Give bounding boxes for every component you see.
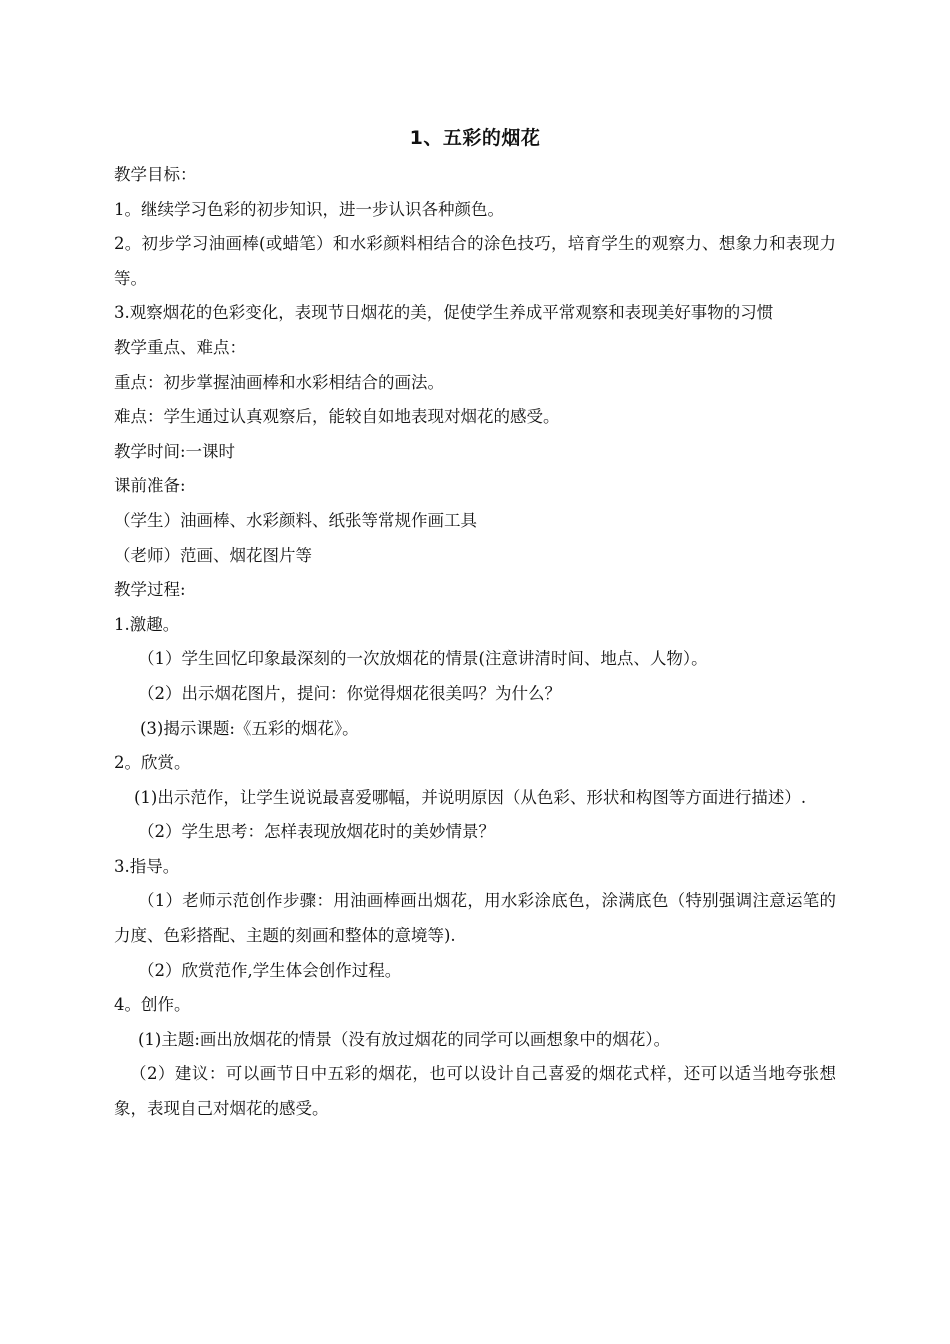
preparation-students: （学生）油画棒、水彩颜料、纸张等常规作画工具 xyxy=(114,510,477,530)
step-1-heading: 1.激趣。 xyxy=(114,614,180,634)
step-4-item-2: （2）建议：可以画节日中五彩的烟花，也可以设计自己喜爱的烟花式样，还可以适当地夸张想象，表现自己对烟花的感受。 xyxy=(114,1064,836,1119)
key-point: 重点：初步掌握油画棒和水彩相结合的画法。 xyxy=(114,372,444,392)
preparation-teacher: （老师）范画、烟花图片等 xyxy=(114,545,312,565)
heading-process: 教学过程: xyxy=(114,580,186,600)
step-1-item-2: （2）出示烟花图片，提问：你觉得烟花很美吗？为什么？ xyxy=(138,683,561,703)
step-3-item-2: （2）欣赏范作,学生体会创作过程。 xyxy=(138,960,402,980)
objective-3: 3.观察烟花的色彩变化，表现节日烟花的美，促使学生养成平常观察和表现美好事物的习惯 xyxy=(114,303,774,323)
teaching-time: 教学时间:一课时 xyxy=(114,441,236,461)
document-title: 1、五彩的烟花 xyxy=(409,127,541,149)
step-2-heading: 2。欣赏。 xyxy=(114,753,191,773)
step-2-item-2: （2）学生思考：怎样表现放烟花时的美妙情景？ xyxy=(138,822,495,842)
objective-2: 2。初步学习油画棒(或蜡笔）和水彩颜料相结合的涂色技巧，培育学生的观察力、想象力和表现力等。 xyxy=(114,234,836,288)
heading-key-points: 教学重点、难点： xyxy=(114,337,246,357)
difficult-point: 难点：学生通过认真观察后，能较自如地表现对烟花的感受。 xyxy=(114,407,560,427)
step-2-item-1: (1)出示范作，让学生说说最喜爱哪幅，并说明原因（从色彩、形状和构图等方面进行描述）. xyxy=(134,787,807,807)
document-body xyxy=(114,124,836,1127)
step-1-item-1: （1）学生回忆印象最深刻的一次放烟花的情景(注意讲清时间、地点、人物）。 xyxy=(138,649,708,669)
objective-1: 1。继续学习色彩的初步知识，进一步认识各种颜色。 xyxy=(114,199,504,219)
step-4-heading: 4。创作。 xyxy=(114,995,191,1015)
heading-preparation: 课前准备: xyxy=(114,476,186,496)
step-4-item-1: (1)主题:画出放烟花的情景（没有放过烟花的同学可以画想象中的烟花）。 xyxy=(138,1029,671,1049)
step-1-item-3: (3)揭示课题:《五彩的烟花》。 xyxy=(140,718,359,738)
step-3-heading: 3.指导。 xyxy=(114,856,180,876)
step-3-item-1: （1）老师示范创作步骤：用油画棒画出烟花，用水彩涂底色，涂满底色（特别强调注意运笔的力度、色彩搭配、主题的刻画和整体的意境等). xyxy=(114,891,836,946)
heading-objectives: 教学目标： xyxy=(114,165,197,184)
